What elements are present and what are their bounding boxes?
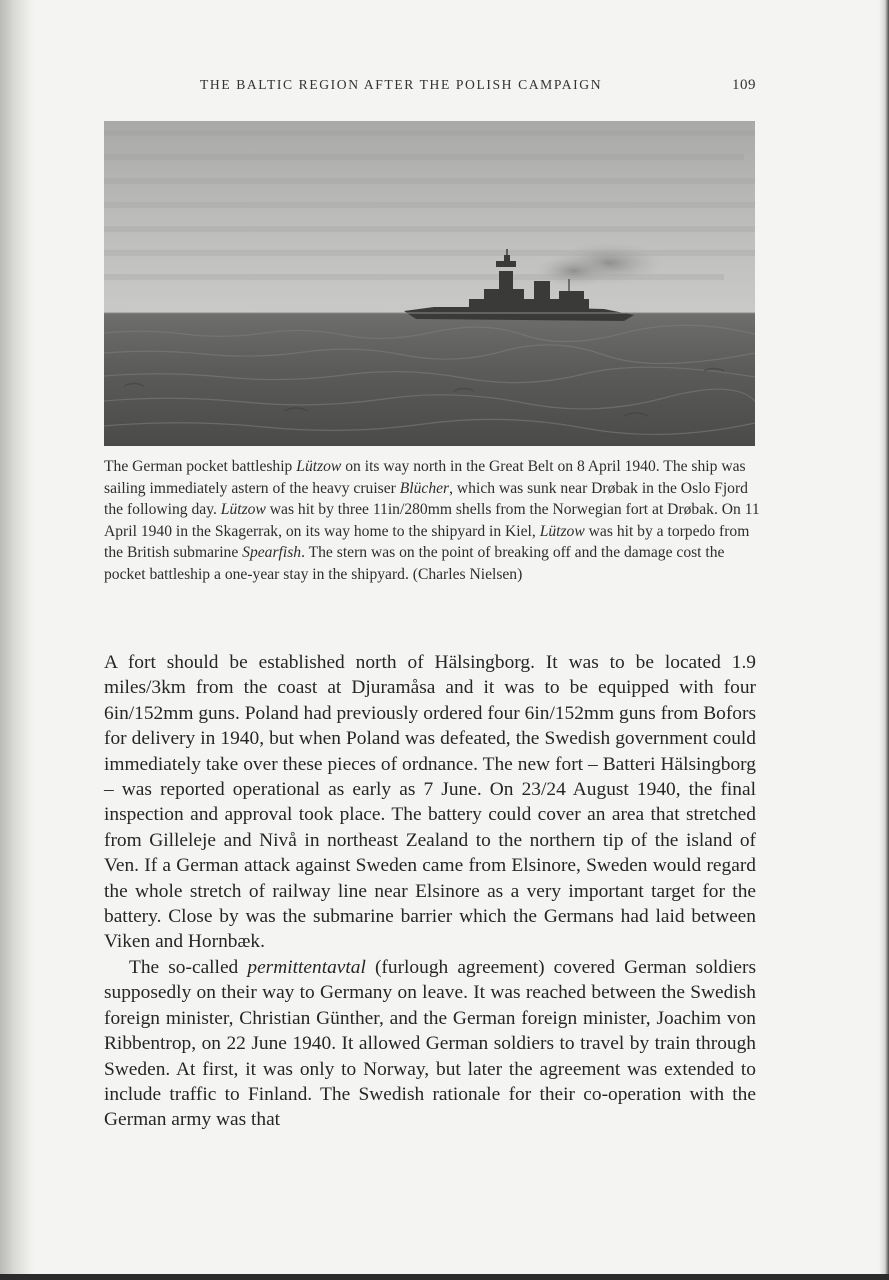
sky xyxy=(104,121,755,313)
italic-text: permittentavtal xyxy=(247,956,366,978)
scan-bottom-border xyxy=(0,1274,889,1280)
page-edge-shadow xyxy=(879,0,889,1280)
italic-text: Lützow xyxy=(220,501,266,519)
body-paragraph xyxy=(104,955,756,1133)
italic-text: Lützow xyxy=(539,522,585,540)
battleship-photo-image xyxy=(104,121,755,446)
text-run: The so-called xyxy=(129,956,248,978)
text-run: . The stern was on the point of breaking off and the damage cost the pocket battleship a one-year stay in the shipyard. (Charles Nielsen) xyxy=(104,544,725,583)
italic-text: Spearfish xyxy=(242,544,302,562)
italic-text: Lützow xyxy=(296,458,342,475)
text-run: was hit by three 11in/280mm shells from the Norwegian fort at Drøbak. On 11 April 1940 in the Skagerrak, on its way home to the shipyard in Kiel, xyxy=(104,501,760,540)
text-run: (furlough agreement) covered German soldiers supposedly on their way to Germany on leave. It was reached between the Swedish foreign minister, Christian Günther, and the German foreign minister, Joachim von Ribbentrop, on 22 June 1940. It allowed German soldiers to travel by train through Sweden. At first, it was only to Norway, but later the agreement was extended to include traffic to Finland. The Swedish rationale for their co-operation with the German army was that xyxy=(104,956,756,1131)
page-gutter-shadow xyxy=(0,0,34,1280)
body-text xyxy=(104,650,756,1133)
photo-caption xyxy=(104,456,764,586)
running-head-title: THE BALTIC REGION AFTER THE POLISH CAMPAIGN xyxy=(200,77,603,92)
caption-text xyxy=(104,456,764,586)
text-run: A fort should be established north of Hälsingborg. It was to be located 1.9 miles/3km from the coast at Djuramåsa and it was to be equipped with four 6in/152mm guns. Poland had previously ordered four 6in/152mm guns from Bofors for delivery in 1940, but when Poland was defeated, the Swedish government could immediately take over these pieces of ordnance. The new fort – Batteri Hälsingborg – was reported operational as early as 7 June. On 23/24 August 1940, the final inspection and approval took place. The battery could cover an area that stretched from Gilleleje and Nivå in northeast Zealand to the northern tip of the island of Ven. If a German attack against Sweden came from Elsinore, Sweden would regard the whole stretch of railway line near Elsinore as a very important target for the battery. Close by was the submarine barrier which the Germans had laid between Viken and Hornbæk. xyxy=(104,652,756,953)
italic-text: Blücher xyxy=(399,479,450,497)
text-run: , which was sunk near Drøbak in the Oslo Fjord the following day. xyxy=(104,479,748,519)
body-paragraph xyxy=(104,650,756,955)
text-run: was hit by a torpedo from the British submarine xyxy=(104,522,750,562)
page-number: 109 xyxy=(732,77,756,93)
text-run: on its way north in the Great Belt on 8 April 1940. The ship was sailing immediately astern of the heavy cruiser xyxy=(104,458,746,497)
ship-photo xyxy=(104,121,755,446)
text-run: The German pocket battleship xyxy=(104,458,297,475)
